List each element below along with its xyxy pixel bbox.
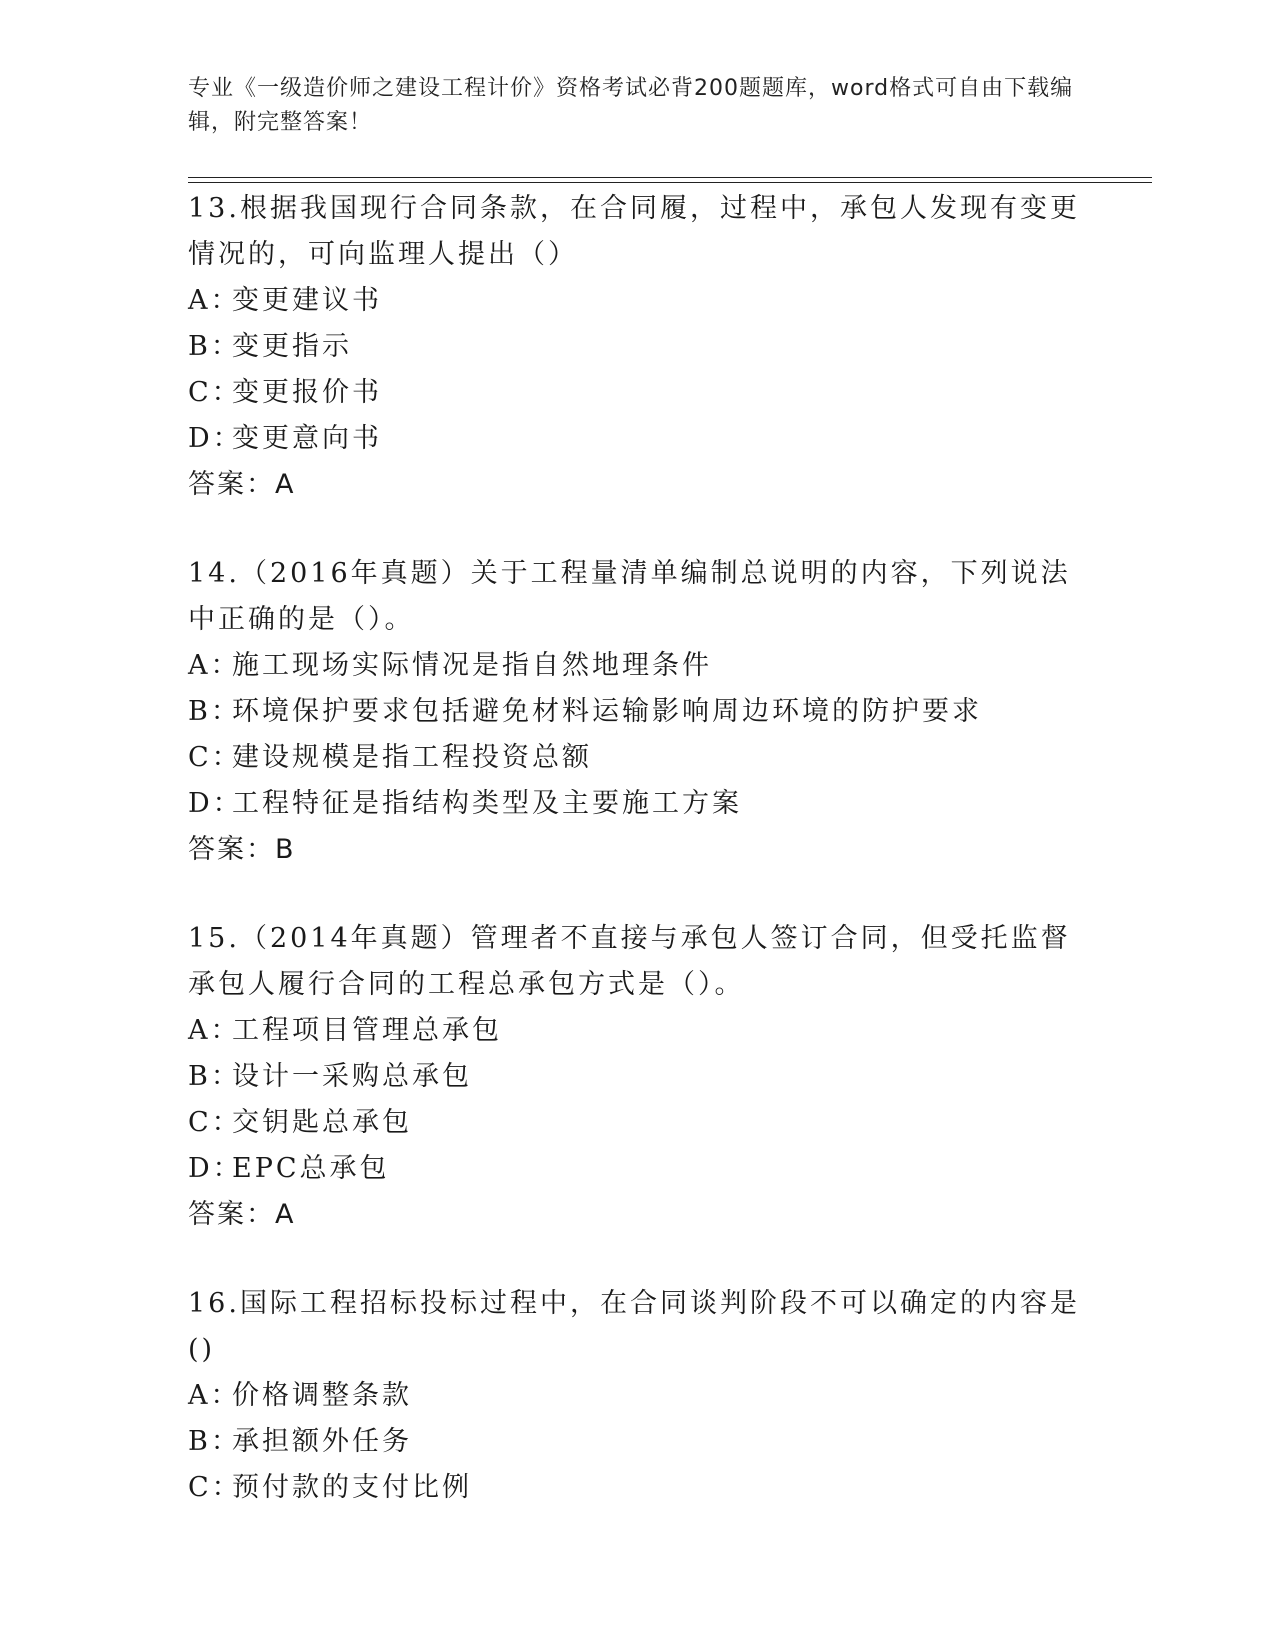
option-c (188, 1100, 1088, 1146)
question-14 (188, 551, 1088, 873)
answer-line: 答案：B (188, 834, 296, 865)
option-letter: A： (188, 1380, 241, 1411)
header-divider-top (188, 177, 1152, 178)
question-stem: 16.国际工程招标投标过程中，在合同谈判阶段不可以确定的内容是() (188, 1288, 1080, 1365)
option-d (188, 416, 1088, 462)
question-13 (188, 186, 1088, 508)
option-text: 环境保护要求包括避免材料运输影响周边环境的防护要求 (232, 696, 982, 727)
option-a (188, 1373, 1088, 1419)
option-a (188, 643, 1088, 689)
option-letter: B： (188, 331, 241, 362)
option-b (188, 689, 1088, 735)
option-text: 建设规模是指工程投资总额 (232, 742, 592, 773)
option-text: 价格调整条款 (232, 1380, 412, 1411)
option-text: 变更意向书 (232, 423, 382, 454)
answer-line: 答案：A (188, 1199, 296, 1230)
option-letter: B： (188, 1426, 241, 1457)
option-letter: D： (188, 423, 243, 454)
question-stem: 14.（2016年真题）关于工程量清单编制总说明的内容，下列说法中正确的是（）。 (188, 558, 1071, 635)
question-16 (188, 1281, 1088, 1511)
option-b (188, 1419, 1088, 1465)
answer-line: 答案：A (188, 469, 296, 500)
option-text: 变更报价书 (232, 377, 382, 408)
option-letter: B： (188, 696, 241, 727)
option-b (188, 324, 1088, 370)
option-text: 工程特征是指结构类型及主要施工方案 (232, 788, 742, 819)
question-stem: 15.（2014年真题）管理者不直接与承包人签订合同，但受托监督承包人履行合同的工程总承包方式是（）。 (188, 923, 1071, 1000)
document-header: 专业《一级造价师之建设工程计价》资格考试必背200题题库，word格式可自由下载编辑，附完整答案！ (188, 76, 1074, 135)
option-c (188, 370, 1088, 416)
option-letter: C： (188, 377, 242, 408)
option-d (188, 781, 1088, 827)
option-letter: C： (188, 742, 242, 773)
option-text: EPC总承包 (232, 1153, 390, 1184)
question-stem: 13.根据我国现行合同条款，在合同履，过程中，承包人发现有变更情况的，可向监理人提出（） (188, 193, 1080, 270)
option-d (188, 1146, 1088, 1192)
option-c (188, 1465, 1088, 1511)
option-a (188, 278, 1088, 324)
option-c (188, 735, 1088, 781)
option-letter: D： (188, 788, 243, 819)
option-text: 变更指示 (232, 331, 352, 362)
option-letter: C： (188, 1472, 242, 1503)
option-text: 变更建议书 (232, 285, 382, 316)
option-text: 施工现场实际情况是指自然地理条件 (232, 650, 712, 681)
option-letter: C： (188, 1107, 242, 1138)
option-text: 预付款的支付比例 (232, 1472, 472, 1503)
option-letter: A： (188, 1015, 241, 1046)
option-letter: A： (188, 285, 241, 316)
option-letter: D： (188, 1153, 243, 1184)
question-15 (188, 916, 1088, 1238)
option-letter: B： (188, 1061, 241, 1092)
option-text: 工程项目管理总承包 (232, 1015, 502, 1046)
option-text: 交钥匙总承包 (232, 1107, 412, 1138)
option-letter: A： (188, 650, 241, 681)
header-divider-bottom (188, 182, 1152, 183)
option-b (188, 1054, 1088, 1100)
option-text: 设计一采购总承包 (232, 1061, 472, 1092)
option-a (188, 1008, 1088, 1054)
option-text: 承担额外任务 (232, 1426, 412, 1457)
